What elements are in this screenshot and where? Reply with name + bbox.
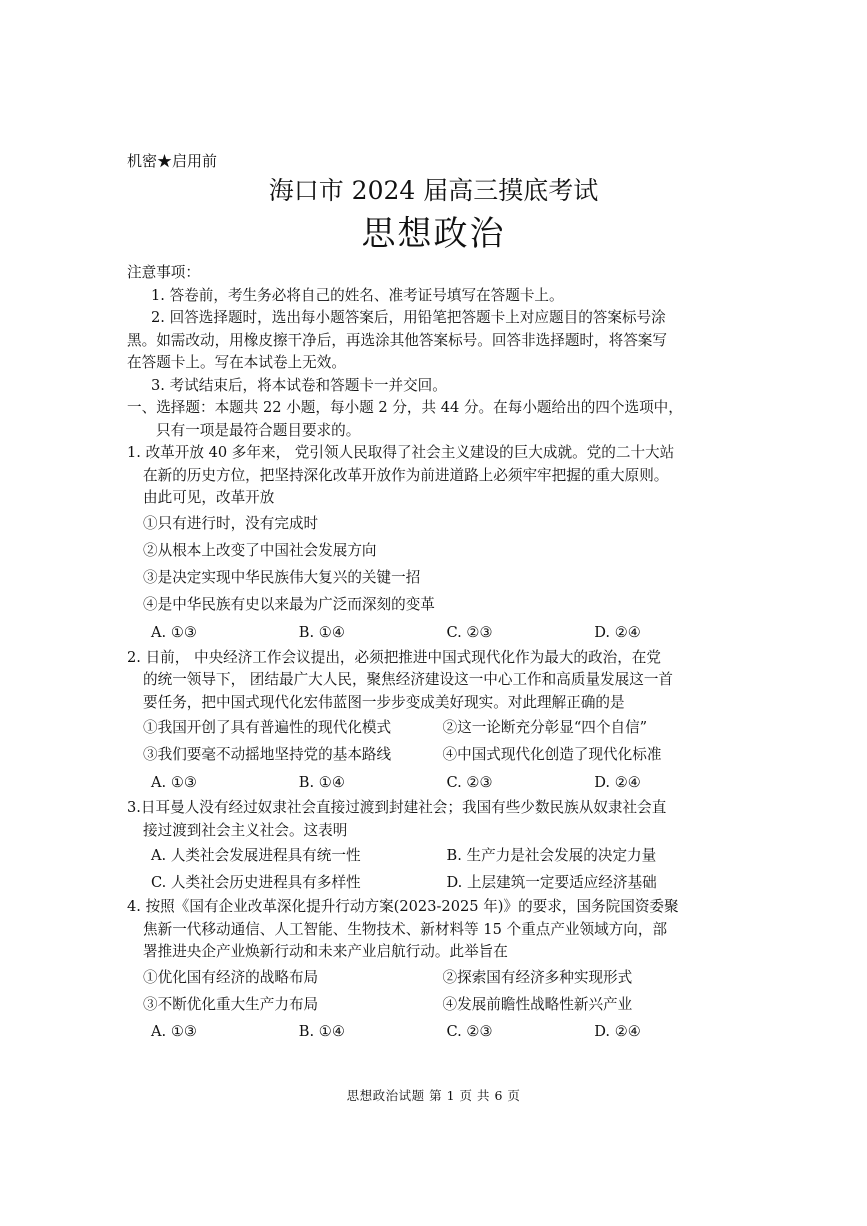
q2-stem: 要任务，把中国式现代化宏伟蓝图一步步变成美好现实。对此理解正确的是 <box>143 693 625 711</box>
q4-option-b[interactable]: B. ①④ <box>298 1022 345 1040</box>
q4-statement: ④发展前瞻性战略性新兴产业 <box>442 995 633 1013</box>
q4-option-a[interactable]: A. ①③ <box>151 1022 197 1040</box>
q1-stem: 由此可见，改革开放 <box>143 489 275 506</box>
q3-option-d[interactable]: D. 上层建筑一定要适应经济基础 <box>446 874 657 891</box>
note-item: 在答题卡上。写在本试卷上无效。 <box>127 354 346 371</box>
subject-title: 思想政治 <box>361 214 506 254</box>
q2-options <box>127 768 742 797</box>
note-item: 2. 回答选择题时，选出每小题答案后，用铅笔把答题卡上对应题目的答案标号涂 <box>151 309 666 326</box>
q1-statement: ②从根本上改变了中国社会发展方向 <box>143 541 377 559</box>
q2-statements-row <box>127 714 742 741</box>
q2-statements-row <box>127 741 742 768</box>
q1-statement: ③是决定实现中华民族伟大复兴的关键一招 <box>143 568 421 586</box>
q3-stem: 3.日耳曼人没有经过奴隶社会直接过渡到封建社会；我国有些少数民族从奴隶社会直 <box>127 799 667 816</box>
q2-stem: 的统一领导下， 团结最广大人民，聚焦经济建设这一中心工作和高质量发展这一首 <box>143 671 674 688</box>
q2-statement: ④中国式现代化创造了现代化标准 <box>442 746 662 763</box>
q1-option-d[interactable]: D. ②④ <box>594 623 641 641</box>
q4-statement: ③不断优化重大生产力布局 <box>143 995 319 1013</box>
q2-statement: ③我们要毫不动摇地坚持党的基本路线 <box>143 746 392 763</box>
q3-options-row <box>127 869 742 896</box>
q2-statement: ②这一论断充分彰显“四个自信” <box>442 719 648 736</box>
section-heading-cont: 只有一项是最符合题目要求的。 <box>156 421 361 439</box>
notes-heading: 注意事项： <box>127 264 200 281</box>
q2-stem: 2. 日前， 中央经济工作会议提出，必须把推进中国式现代化作为最大的政治，在党 <box>127 648 661 666</box>
section-heading: 一、选择题：本题共 22 小题，每小题 2 分，共 44 分。在每小题给出的四个选项中， <box>127 399 683 416</box>
confidential-label: 机密★启用前 <box>127 152 218 170</box>
q4-options <box>127 1018 742 1045</box>
q1-options <box>127 618 742 647</box>
q3-stem: 接过渡到社会主义社会。这表明 <box>143 821 348 839</box>
q2-option-c[interactable]: C. ②③ <box>446 774 493 791</box>
q1-option-b[interactable]: B. ①④ <box>298 623 345 641</box>
q4-stem: 署推进央企产业焕新行动和未来产业启航行动。此举旨在 <box>143 943 508 960</box>
q4-statements-row <box>127 964 742 991</box>
q3-option-a[interactable]: A. 人类社会发展进程具有统一性 <box>151 847 361 864</box>
q3-option-b[interactable]: B. 生产力是社会发展的决定力量 <box>446 847 657 864</box>
q4-statement: ①优化国有经济的战略布局 <box>143 968 319 986</box>
q4-option-d[interactable]: D. ②④ <box>594 1022 641 1040</box>
q3-options-row <box>127 842 742 869</box>
q2-option-b[interactable]: B. ①④ <box>298 774 345 791</box>
q2-option-d[interactable]: D. ②④ <box>594 774 641 791</box>
q4-statement: ②探索国有经济多种实现形式 <box>442 968 633 986</box>
note-item: 3. 考试结束后，将本试卷和答题卡一并交回。 <box>151 376 447 394</box>
q1-stem: 在新的历史方位，把坚持深化改革开放作为前进道路上必须牢牢把握的重大原则。 <box>143 466 669 484</box>
q1-statement: ④是中华民族有史以来最为广泛而深刻的变革 <box>143 595 435 613</box>
q2-option-a[interactable]: A. ①③ <box>151 774 197 791</box>
q1-statement: ①只有进行时，没有完成时 <box>143 514 319 532</box>
exam-body <box>127 262 742 1045</box>
q4-option-c[interactable]: C. ②③ <box>446 1022 493 1040</box>
q4-statements-row <box>127 991 742 1018</box>
exam-title: 海口市 2024 届高三摸底考试 <box>268 176 599 205</box>
q1-option-c[interactable]: C. ②③ <box>446 623 493 641</box>
q1-stem: 1. 改革开放 40 多年来， 党引领人民取得了社会主义建设的巨大成就。党的二十大站 <box>127 444 675 461</box>
page-footer: 思想政治试题 第 1 页 共 6 页 <box>346 1088 521 1103</box>
q4-stem: 4. 按照《国有企业改革深化提升行动方案(2023-2025 年)》的要求，国务院国资委聚 <box>127 898 679 915</box>
note-item: 1. 答卷前，考生务必将自己的姓名、准考证号填写在答题卡上。 <box>151 286 564 304</box>
q4-stem: 焦新一代移动通信、人工智能、生物技术、新材料等 15 个重点产业领域方向，部 <box>143 920 668 938</box>
q3-option-c[interactable]: C. 人类社会历史进程具有多样性 <box>151 874 361 891</box>
q1-option-a[interactable]: A. ①③ <box>151 623 197 641</box>
q2-statement: ①我国开创了具有普遍性的现代化模式 <box>143 719 392 736</box>
note-item: 黑。如需改动，用橡皮擦干净后，再选涂其他答案标号。回答非选择题时，将答案写 <box>127 331 667 349</box>
